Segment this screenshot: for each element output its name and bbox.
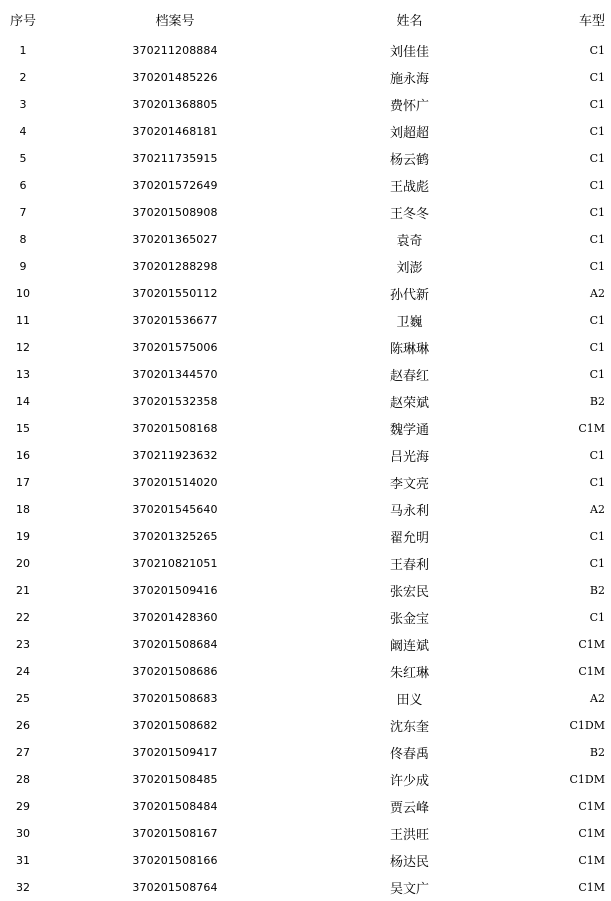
row-name: 刘超超	[389, 126, 429, 141]
row-vehicle-type: C1	[589, 233, 605, 246]
table-body	[0, 37, 611, 901]
row-seq: 18	[16, 503, 30, 516]
table-row	[0, 874, 611, 901]
table-row	[0, 145, 611, 172]
row-file-no: 370201536677	[132, 314, 218, 327]
row-vehicle-type: C1DM	[569, 719, 605, 732]
row-vehicle-type: C1	[589, 260, 605, 273]
row-file-no: 370201368805	[132, 98, 218, 111]
row-file-no: 370201468181	[132, 125, 218, 138]
row-name: 卫巍	[396, 315, 423, 330]
row-vehicle-type: C1M	[578, 800, 605, 813]
row-name: 贾云峰	[389, 801, 429, 816]
row-file-no: 370201365027	[132, 233, 218, 246]
row-vehicle-type: A2	[590, 692, 605, 705]
table-row	[0, 523, 611, 550]
table-row	[0, 631, 611, 658]
row-name: 赵春红	[389, 369, 429, 384]
row-seq: 19	[16, 530, 30, 543]
row-vehicle-type: C1	[589, 314, 605, 327]
row-seq: 28	[16, 773, 30, 786]
row-seq: 2	[19, 71, 27, 84]
row-name: 佟春禹	[389, 747, 429, 762]
row-seq: 15	[16, 422, 30, 435]
table-row	[0, 334, 611, 361]
row-file-no: 370211208884	[132, 44, 218, 57]
row-vehicle-type: C1	[589, 341, 605, 354]
table-row	[0, 118, 611, 145]
row-file-no: 370201485226	[132, 71, 218, 84]
table-row	[0, 388, 611, 415]
row-seq: 27	[16, 746, 30, 759]
row-seq: 8	[19, 233, 27, 246]
row-file-no: 370201508682	[132, 719, 218, 732]
row-vehicle-type: C1	[589, 206, 605, 219]
table-row	[0, 253, 611, 280]
row-vehicle-type: C1DM	[569, 773, 605, 786]
row-seq: 14	[16, 395, 30, 408]
row-name: 马永利	[389, 504, 429, 519]
row-seq: 29	[16, 800, 30, 813]
table-row	[0, 199, 611, 226]
row-seq: 31	[16, 854, 30, 867]
row-file-no: 370201575006	[132, 341, 218, 354]
row-seq: 11	[16, 314, 30, 327]
table-row	[0, 847, 611, 874]
row-file-no: 370211735915	[132, 152, 218, 165]
row-file-no: 370210821051	[132, 557, 218, 570]
table-row	[0, 172, 611, 199]
row-name: 孙代新	[389, 288, 429, 303]
row-seq: 25	[16, 692, 30, 705]
row-file-no: 370201509416	[132, 584, 218, 597]
table-row	[0, 280, 611, 307]
table-row	[0, 415, 611, 442]
row-file-no: 370201508485	[132, 773, 218, 786]
table-row	[0, 577, 611, 604]
row-file-no: 370201508484	[132, 800, 218, 813]
row-vehicle-type: C1	[589, 125, 605, 138]
row-vehicle-type: B2	[589, 746, 605, 759]
table-row	[0, 766, 611, 793]
row-vehicle-type: C1M	[578, 881, 605, 894]
table-row	[0, 604, 611, 631]
header-vehicle-type: 车型	[578, 14, 605, 29]
table-row	[0, 550, 611, 577]
row-name: 吴文广	[389, 882, 429, 897]
row-seq: 6	[19, 179, 27, 192]
row-vehicle-type: C1	[589, 179, 605, 192]
row-seq: 5	[19, 152, 27, 165]
row-name: 张宏民	[389, 585, 429, 600]
row-vehicle-type: C1M	[578, 854, 605, 867]
table-row	[0, 37, 611, 64]
row-seq: 32	[16, 881, 30, 894]
row-seq: 9	[19, 260, 27, 273]
row-seq: 22	[16, 611, 30, 624]
table-row	[0, 226, 611, 253]
row-name: 李文亮	[389, 477, 429, 492]
row-name: 王洪旺	[389, 828, 429, 843]
header-file-no: 档案号	[155, 14, 195, 29]
row-name: 杨达民	[389, 855, 429, 870]
row-file-no: 370201508168	[132, 422, 218, 435]
row-seq: 12	[16, 341, 30, 354]
row-vehicle-type: B2	[589, 584, 605, 597]
header-seq: 序号	[9, 14, 36, 29]
table-row	[0, 793, 611, 820]
row-vehicle-type: C1	[589, 476, 605, 489]
table-row	[0, 469, 611, 496]
row-file-no: 370201572649	[132, 179, 218, 192]
row-name: 田义	[396, 693, 423, 708]
row-file-no: 370201508683	[132, 692, 218, 705]
row-name: 赵荣斌	[389, 396, 429, 411]
row-seq: 23	[16, 638, 30, 651]
row-seq: 21	[16, 584, 30, 597]
row-file-no: 370201508908	[132, 206, 218, 219]
row-name: 袁奇	[396, 234, 423, 249]
table-row	[0, 64, 611, 91]
row-vehicle-type: B2	[589, 395, 605, 408]
table-row	[0, 712, 611, 739]
table-row	[0, 361, 611, 388]
row-file-no: 370201509417	[132, 746, 218, 759]
row-vehicle-type: C1	[589, 530, 605, 543]
row-seq: 4	[19, 125, 27, 138]
row-seq: 17	[16, 476, 30, 489]
row-name: 吕光海	[389, 450, 429, 465]
row-name: 刘澎	[396, 261, 423, 276]
row-name: 魏学通	[389, 423, 429, 438]
row-name: 杨云鹤	[389, 153, 429, 168]
row-name: 刘佳佳	[389, 45, 429, 60]
row-name: 翟允明	[389, 531, 429, 546]
row-vehicle-type: C1	[589, 449, 605, 462]
row-seq: 3	[19, 98, 27, 111]
row-file-no: 370201508167	[132, 827, 218, 840]
table-row	[0, 496, 611, 523]
row-vehicle-type: C1	[589, 152, 605, 165]
row-vehicle-type: C1M	[578, 827, 605, 840]
table-row	[0, 307, 611, 334]
row-vehicle-type: C1M	[578, 638, 605, 651]
row-name: 王春利	[389, 558, 429, 573]
row-seq: 10	[16, 287, 30, 300]
row-file-no: 370201325265	[132, 530, 218, 543]
row-seq: 30	[16, 827, 30, 840]
table-header	[0, 0, 611, 37]
table-row	[0, 820, 611, 847]
row-vehicle-type: C1	[589, 44, 605, 57]
row-name: 施永海	[389, 72, 429, 87]
table-row	[0, 91, 611, 118]
row-name: 阚连斌	[389, 639, 429, 654]
row-seq: 13	[16, 368, 30, 381]
row-file-no: 370201545640	[132, 503, 218, 516]
row-vehicle-type: C1M	[578, 665, 605, 678]
row-name: 许少成	[389, 774, 429, 789]
table-row	[0, 739, 611, 766]
row-name: 王战彪	[389, 180, 429, 195]
row-seq: 1	[19, 44, 27, 57]
row-file-no: 370201508684	[132, 638, 218, 651]
row-vehicle-type: C1	[589, 368, 605, 381]
row-name: 朱红琳	[389, 666, 429, 681]
row-vehicle-type: C1	[589, 611, 605, 624]
row-vehicle-type: A2	[590, 287, 605, 300]
row-seq: 20	[16, 557, 30, 570]
row-vehicle-type: C1	[589, 71, 605, 84]
row-seq: 24	[16, 665, 30, 678]
row-vehicle-type: C1	[589, 557, 605, 570]
row-file-no: 370201514020	[132, 476, 218, 489]
header-name: 姓名	[396, 14, 423, 29]
row-name: 陈琳琳	[389, 342, 429, 357]
row-vehicle-type: C1M	[578, 422, 605, 435]
row-file-no: 370201344570	[132, 368, 218, 381]
table-row	[0, 685, 611, 712]
header-row	[0, 0, 611, 37]
row-vehicle-type: C1	[589, 98, 605, 111]
table-row	[0, 658, 611, 685]
row-file-no: 370211923632	[132, 449, 218, 462]
row-file-no: 370201288298	[132, 260, 218, 273]
row-name: 王冬冬	[389, 207, 429, 222]
table-row	[0, 442, 611, 469]
row-seq: 16	[16, 449, 30, 462]
row-seq: 7	[19, 206, 27, 219]
row-name: 费怀广	[389, 99, 429, 114]
row-file-no: 370201532358	[132, 395, 218, 408]
row-file-no: 370201550112	[132, 287, 218, 300]
row-name: 沈东奎	[389, 720, 429, 735]
row-file-no: 370201508686	[132, 665, 218, 678]
row-seq: 26	[16, 719, 30, 732]
row-vehicle-type: A2	[590, 503, 605, 516]
row-name: 张金宝	[389, 612, 429, 627]
row-file-no: 370201508764	[132, 881, 218, 894]
row-file-no: 370201428360	[132, 611, 218, 624]
row-file-no: 370201508166	[132, 854, 218, 867]
